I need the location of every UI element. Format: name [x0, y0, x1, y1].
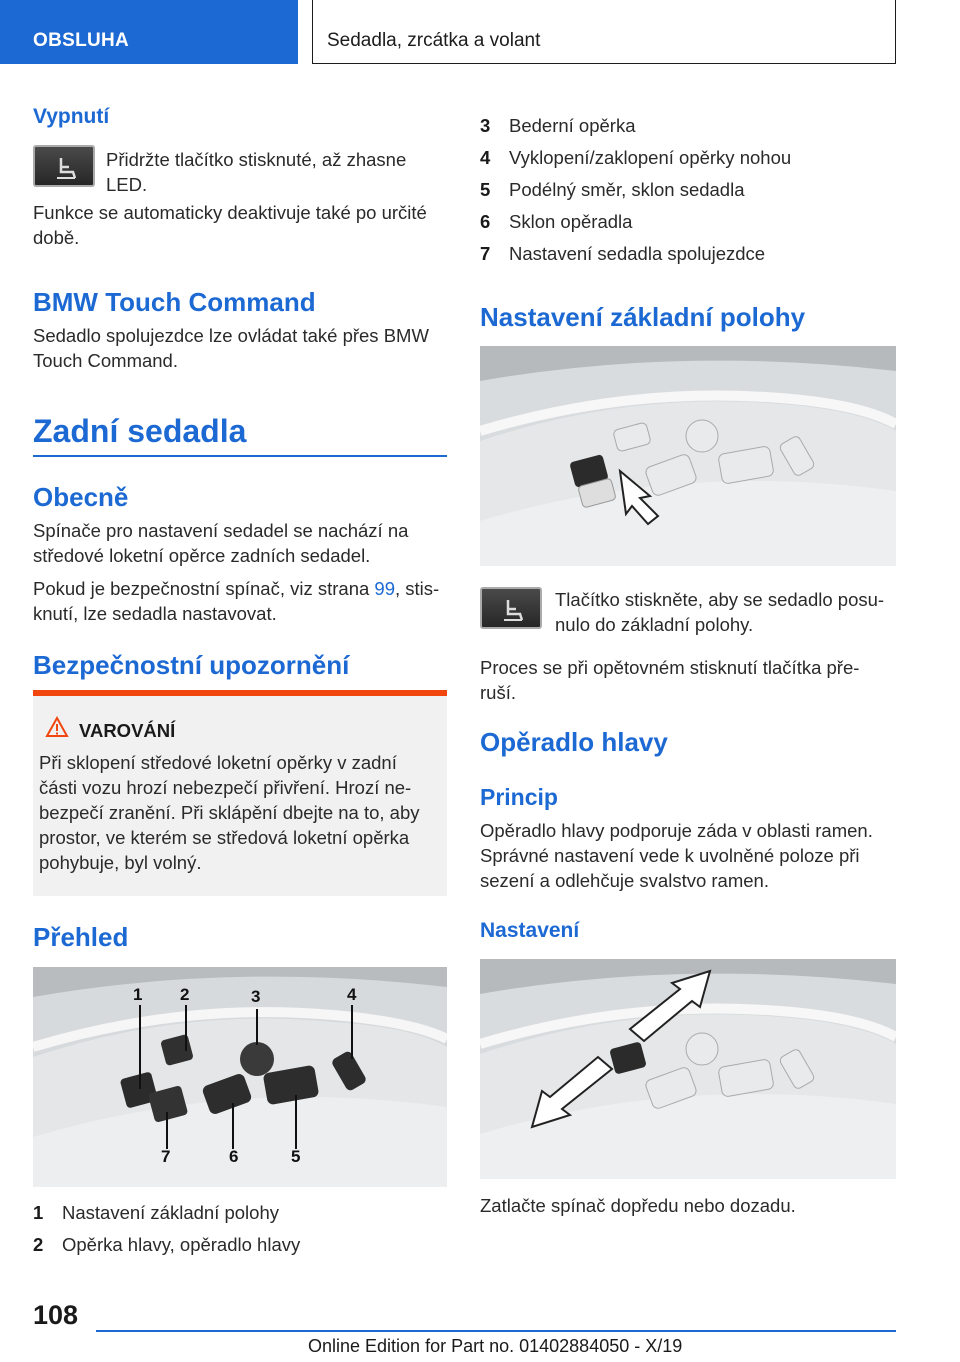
general-heading: Obecně	[33, 482, 129, 512]
basic-position-button-icon	[480, 587, 542, 629]
chapter-title: Sedadla, zrcátka a volant	[327, 30, 541, 51]
principle-text: Opěradlo hlavy podporuje záda v oblasti ramen. Správné nastavení vede k uvolněné poloze při sezení a odlehčuje svalstvo ramen.	[480, 820, 873, 891]
heading-rule	[33, 455, 447, 457]
warning-icon	[45, 716, 69, 738]
vypnuti-text: Přidržte tlačítko stisknuté, až zhasne LED.	[106, 149, 407, 195]
callout-6: 6	[229, 1147, 239, 1166]
section-tab	[0, 0, 298, 64]
basic-position-heading: Nastavení základní polohy	[480, 302, 806, 332]
seat-controls-overview-image	[33, 967, 447, 1187]
overview-heading: Přehled	[33, 922, 129, 952]
safety-switch-text: Pokud je bezpečnostní spínač, viz strana 99, stis- knutí, lze sedadla nastavovat.	[33, 578, 440, 624]
edition-text: Online Edition for Part no. 01402884050 - X/19	[308, 1336, 683, 1356]
warning-text: Při sklopení středové loketní opěrky v zadní části vozu hrozí nebezpečí přivření. Hrozí ne- bezpečí zranění. Při sklápění dbejte na to, aby prostor, ve kterém se středová loketní opěrka pohybuje, byl volný.	[39, 752, 420, 873]
setting-caption: Zatlačte spínač dopředu nebo dozadu.	[480, 1195, 796, 1216]
principle-heading: Princip	[480, 784, 558, 810]
callout-5: 5	[291, 1147, 301, 1166]
safety-heading: Bezpečnostní upozornění	[33, 650, 350, 680]
warning-title: VAROVÁNÍ	[79, 720, 176, 741]
basic-position-text: Tlačítko stiskněte, aby se sedadlo posu- nulo do základní polohy.	[555, 589, 885, 635]
seat-memory-button-icon	[33, 145, 95, 187]
auto-deactivation-text: Funkce se automaticky deaktivuje také po určité době.	[33, 202, 427, 248]
chapter-tab	[312, 0, 896, 64]
basic-position-image	[480, 346, 896, 566]
touch-command-heading: BMW Touch Command	[33, 287, 316, 317]
footer-rule	[96, 1330, 896, 1332]
callout-3: 3	[251, 987, 261, 1006]
headrest-heading: Opěradlo hlavy	[480, 727, 668, 757]
page-number: 108	[33, 1300, 79, 1330]
section-title: OBSLUHA	[33, 30, 130, 51]
callout-7: 7	[161, 1147, 171, 1166]
callout-4: 4	[347, 985, 357, 1004]
setting-heading: Nastavení	[480, 919, 580, 942]
touch-command-text: Sedadlo spolujezdce lze ovládat také přes BMW Touch Command.	[33, 325, 429, 371]
process-text: Proces se při opětovném stisknutí tlačítka pře- ruší.	[480, 657, 860, 703]
callout-2: 2	[180, 985, 190, 1004]
general-text: Spínače pro nastavení sedadel se nachází na středové loketní opěrce zadních sedadel.	[33, 520, 409, 566]
headrest-setting-image	[480, 959, 896, 1179]
callout-1: 1	[133, 985, 143, 1004]
vypnuti-heading: Vypnutí	[33, 105, 110, 128]
page-link[interactable]: 99	[374, 578, 395, 599]
rear-seats-heading: Zadní sedadla	[33, 413, 247, 449]
